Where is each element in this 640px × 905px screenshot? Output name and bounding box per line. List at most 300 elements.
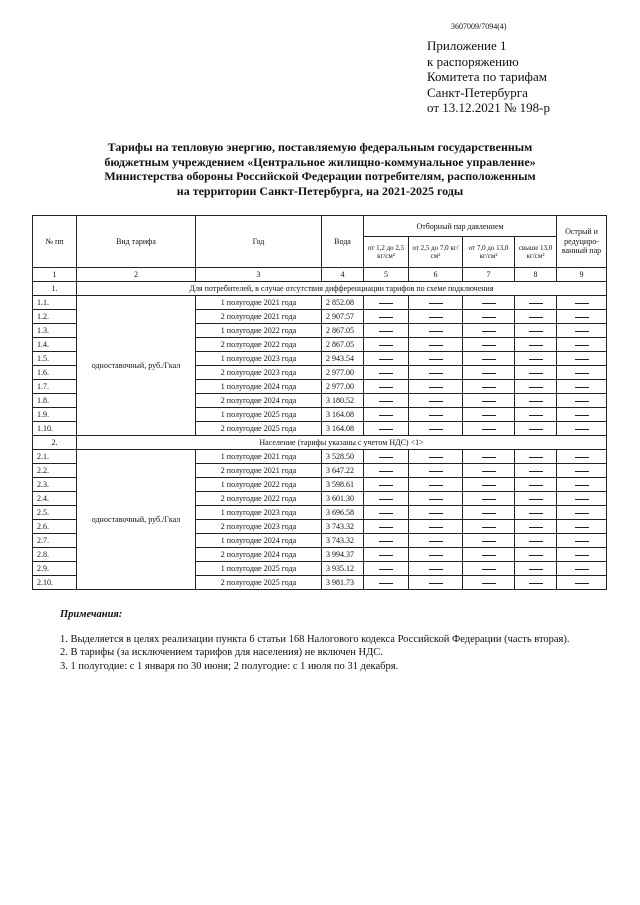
empty-cell (463, 380, 515, 394)
dash-mark (482, 457, 496, 458)
row-num: 1.6. (33, 366, 77, 380)
row-water-tariff: 3 743.32 (322, 534, 364, 548)
empty-cell (515, 422, 557, 436)
empty-cell (463, 492, 515, 506)
empty-cell (515, 380, 557, 394)
dash-mark (575, 457, 589, 458)
row-period: 2 полугодие 2021 года (196, 310, 322, 324)
empty-cell (557, 478, 607, 492)
empty-cell (463, 464, 515, 478)
empty-cell (463, 506, 515, 520)
row-water-tariff: 2 977.00 (322, 380, 364, 394)
empty-cell (409, 338, 463, 352)
dash-mark (429, 359, 443, 360)
empty-cell (364, 450, 409, 464)
row-water-tariff: 3 528.50 (322, 450, 364, 464)
row-num: 1.9. (33, 408, 77, 422)
dash-mark (575, 359, 589, 360)
column-number: 5 (364, 268, 409, 282)
empty-cell (515, 310, 557, 324)
section-num: 1. (33, 282, 77, 296)
empty-cell (557, 324, 607, 338)
empty-cell (463, 310, 515, 324)
note-item: 1. Выделяется в целях реализации пункта 6 статьи 168 Налогового кодекса Российской Федерации (часть вторая). (60, 633, 570, 645)
empty-cell (463, 450, 515, 464)
dash-mark (429, 555, 443, 556)
row-water-tariff: 3 164.08 (322, 408, 364, 422)
dash-mark (482, 513, 496, 514)
row-period: 1 полугодие 2022 года (196, 478, 322, 492)
dash-mark (529, 569, 543, 570)
dash-mark (575, 471, 589, 472)
dash-mark (482, 373, 496, 374)
empty-cell (515, 576, 557, 590)
row-period: 1 полугодие 2025 года (196, 562, 322, 576)
empty-cell (557, 450, 607, 464)
dash-mark (429, 513, 443, 514)
row-num: 1.5. (33, 352, 77, 366)
empty-cell (557, 366, 607, 380)
dash-mark (482, 485, 496, 486)
row-num: 2.7. (33, 534, 77, 548)
row-water-tariff: 3 647.22 (322, 464, 364, 478)
dash-mark (379, 457, 393, 458)
empty-cell (409, 534, 463, 548)
column-number: 1 (33, 268, 77, 282)
dash-mark (429, 387, 443, 388)
header-reduced-steam: Острый и редуциро-ванный пар (557, 216, 607, 268)
dash-mark (575, 303, 589, 304)
row-num: 1.1. (33, 296, 77, 310)
empty-cell (364, 520, 409, 534)
empty-cell (557, 534, 607, 548)
header-num: № пп (33, 216, 77, 268)
dash-mark (575, 485, 589, 486)
empty-cell (364, 534, 409, 548)
dash-mark (482, 359, 496, 360)
empty-cell (409, 408, 463, 422)
empty-cell (364, 394, 409, 408)
row-num: 2.8. (33, 548, 77, 562)
dash-mark (529, 401, 543, 402)
dash-mark (379, 541, 393, 542)
row-num: 1.7. (33, 380, 77, 394)
empty-cell (364, 576, 409, 590)
empty-cell (515, 450, 557, 464)
row-water-tariff: 2 852.08 (322, 296, 364, 310)
dash-mark (429, 471, 443, 472)
appendix-line: Приложение 1 (427, 38, 507, 53)
dash-mark (482, 471, 496, 472)
empty-cell (515, 394, 557, 408)
dash-mark (379, 471, 393, 472)
dash-mark (529, 317, 543, 318)
row-period: 1 полугодие 2024 года (196, 380, 322, 394)
empty-cell (409, 464, 463, 478)
row-num: 1.4. (33, 338, 77, 352)
dash-mark (379, 373, 393, 374)
dash-mark (529, 583, 543, 584)
header-steam-4: свыше 13,0 кг/см² (515, 237, 557, 268)
row-period: 2 полугодие 2021 года (196, 464, 322, 478)
empty-cell (515, 338, 557, 352)
dash-mark (575, 373, 589, 374)
table-row (33, 296, 607, 310)
dash-mark (575, 387, 589, 388)
empty-cell (557, 408, 607, 422)
row-num: 2.4. (33, 492, 77, 506)
dash-mark (529, 555, 543, 556)
row-num: 2.10. (33, 576, 77, 590)
tariff-table (32, 215, 607, 590)
empty-cell (515, 520, 557, 534)
dash-mark (429, 499, 443, 500)
empty-cell (463, 366, 515, 380)
row-period: 1 полугодие 2021 года (196, 296, 322, 310)
dash-mark (575, 555, 589, 556)
empty-cell (515, 506, 557, 520)
empty-cell (557, 310, 607, 324)
title-line: бюджетным учреждением «Центральное жилищно-коммунальное управление» (104, 154, 536, 169)
empty-cell (409, 296, 463, 310)
row-period: 2 полугодие 2022 года (196, 338, 322, 352)
dash-mark (379, 317, 393, 318)
dash-mark (529, 387, 543, 388)
tariff-type: одноставочный, руб./Гкал (77, 450, 196, 590)
empty-cell (364, 408, 409, 422)
dash-mark (429, 457, 443, 458)
empty-cell (364, 478, 409, 492)
empty-cell (409, 492, 463, 506)
row-water-tariff: 3 743.32 (322, 520, 364, 534)
header-year: Год (196, 216, 322, 268)
dash-mark (379, 401, 393, 402)
header-steam-3: от 7,0 до 13,0 кг/см² (463, 237, 515, 268)
row-water-tariff: 3 994.37 (322, 548, 364, 562)
note-item: 2. В тарифы (за исключением тарифов для населения) не включен НДС. (60, 647, 383, 658)
row-water-tariff: 2 943.54 (322, 352, 364, 366)
dash-mark (575, 541, 589, 542)
empty-cell (557, 520, 607, 534)
row-period: 2 полугодие 2025 года (196, 576, 322, 590)
appendix-line: Санкт-Петербурга (427, 84, 528, 100)
empty-cell (463, 548, 515, 562)
empty-cell (364, 492, 409, 506)
dash-mark (429, 303, 443, 304)
empty-cell (364, 338, 409, 352)
row-num: 2.5. (33, 506, 77, 520)
row-period: 2 полугодие 2023 года (196, 520, 322, 534)
row-num: 1.2. (33, 310, 77, 324)
dash-mark (482, 387, 496, 388)
row-period: 2 полугодие 2022 года (196, 492, 322, 506)
empty-cell (557, 394, 607, 408)
dash-mark (575, 583, 589, 584)
row-water-tariff: 2 907.57 (322, 310, 364, 324)
column-number: 4 (322, 268, 364, 282)
dash-mark (379, 499, 393, 500)
empty-cell (364, 562, 409, 576)
dash-mark (429, 569, 443, 570)
dash-mark (379, 485, 393, 486)
empty-cell (515, 534, 557, 548)
empty-cell (409, 380, 463, 394)
dash-mark (482, 317, 496, 318)
empty-cell (557, 562, 607, 576)
dash-mark (379, 429, 393, 430)
row-water-tariff: 2 867.05 (322, 338, 364, 352)
dash-mark (482, 569, 496, 570)
empty-cell (409, 422, 463, 436)
column-number: 3 (196, 268, 322, 282)
dash-mark (482, 541, 496, 542)
row-water-tariff: 3 601.30 (322, 492, 364, 506)
row-num: 1.3. (33, 324, 77, 338)
empty-cell (557, 338, 607, 352)
dash-mark (482, 415, 496, 416)
dash-mark (529, 499, 543, 500)
empty-cell (463, 352, 515, 366)
row-period: 1 полугодие 2022 года (196, 324, 322, 338)
row-period: 2 полугодие 2023 года (196, 366, 322, 380)
empty-cell (364, 506, 409, 520)
dash-mark (379, 359, 393, 360)
empty-cell (409, 562, 463, 576)
column-number: 2 (77, 268, 196, 282)
section-num: 2. (33, 436, 77, 450)
dash-mark (529, 513, 543, 514)
empty-cell (409, 366, 463, 380)
dash-mark (482, 499, 496, 500)
dash-mark (429, 331, 443, 332)
empty-cell (463, 562, 515, 576)
row-num: 2.3. (33, 478, 77, 492)
empty-cell (515, 366, 557, 380)
empty-cell (463, 534, 515, 548)
dash-mark (429, 373, 443, 374)
dash-mark (482, 401, 496, 402)
dash-mark (429, 401, 443, 402)
empty-cell (409, 352, 463, 366)
empty-cell (463, 478, 515, 492)
row-num: 1.8. (33, 394, 77, 408)
dash-mark (482, 527, 496, 528)
header-water: Вода (322, 216, 364, 268)
dash-mark (379, 583, 393, 584)
empty-cell (557, 380, 607, 394)
dash-mark (529, 373, 543, 374)
empty-cell (364, 352, 409, 366)
section-title: Население (тарифы указаны с учетом НДС) <1> (77, 436, 607, 450)
dash-mark (482, 345, 496, 346)
empty-cell (364, 324, 409, 338)
table-row (33, 450, 607, 464)
dash-mark (529, 359, 543, 360)
appendix-line: Комитета по тарифам (427, 69, 547, 84)
empty-cell (463, 520, 515, 534)
dash-mark (575, 429, 589, 430)
dash-mark (482, 331, 496, 332)
title-line: на территории Санкт-Петербурга, на 2021-2025 годы (176, 183, 464, 198)
dash-mark (379, 415, 393, 416)
column-number: 6 (409, 268, 463, 282)
row-period: 2 полугодие 2025 года (196, 422, 322, 436)
dash-mark (529, 331, 543, 332)
dash-mark (529, 345, 543, 346)
row-period: 1 полугодие 2024 года (196, 534, 322, 548)
tariff-type: одноставочный, руб./Гкал (77, 296, 196, 436)
column-number: 9 (557, 268, 607, 282)
dash-mark (575, 317, 589, 318)
title-line: Тарифы на тепловую энергию, поставляемую федеральным государственным (107, 140, 533, 154)
document-number: 3607009/7094(4) (451, 22, 507, 31)
title-line: Министерства обороны Российской Федерации потребителям, расположенным (104, 169, 536, 183)
empty-cell (515, 492, 557, 506)
dash-mark (529, 457, 543, 458)
dash-mark (482, 555, 496, 556)
dash-mark (379, 303, 393, 304)
empty-cell (409, 548, 463, 562)
dash-mark (575, 569, 589, 570)
dash-mark (529, 415, 543, 416)
empty-cell (463, 408, 515, 422)
empty-cell (463, 324, 515, 338)
empty-cell (463, 394, 515, 408)
row-water-tariff: 3 164.08 (322, 422, 364, 436)
empty-cell (364, 310, 409, 324)
row-num: 2.6. (33, 520, 77, 534)
dash-mark (529, 527, 543, 528)
row-period: 2 полугодие 2024 года (196, 394, 322, 408)
dash-mark (575, 527, 589, 528)
row-water-tariff: 2 867.05 (322, 324, 364, 338)
dash-mark (429, 429, 443, 430)
dash-mark (529, 471, 543, 472)
note-item: 3. 1 полугодие: с 1 января по 30 июня; 2 полугодие: с 1 июля по 31 декабря. (60, 660, 399, 672)
empty-cell (409, 310, 463, 324)
empty-cell (409, 576, 463, 590)
appendix-line: к распоряжению (427, 53, 519, 69)
document-title (60, 140, 580, 198)
header-steam-1: от 1,2 до 2,5 кг/см² (364, 237, 409, 268)
dash-mark (379, 527, 393, 528)
empty-cell (409, 450, 463, 464)
row-water-tariff: 3 180.52 (322, 394, 364, 408)
empty-cell (557, 576, 607, 590)
column-number: 7 (463, 268, 515, 282)
row-water-tariff: 3 598.61 (322, 478, 364, 492)
row-water-tariff: 3 935.12 (322, 562, 364, 576)
row-period: 1 полугодие 2025 года (196, 408, 322, 422)
empty-cell (515, 478, 557, 492)
dash-mark (429, 527, 443, 528)
empty-cell (409, 478, 463, 492)
dash-mark (575, 401, 589, 402)
empty-cell (557, 464, 607, 478)
empty-cell (515, 408, 557, 422)
empty-cell (557, 422, 607, 436)
empty-cell (557, 506, 607, 520)
header-steam-group: Отборный пар давлением (364, 216, 557, 237)
empty-cell (364, 464, 409, 478)
dash-mark (379, 569, 393, 570)
row-num: 2.9. (33, 562, 77, 576)
empty-cell (364, 548, 409, 562)
notes-heading: Примечания: (60, 609, 123, 620)
appendix-line: от 13.12.2021 № 198-р (427, 100, 550, 115)
empty-cell (515, 352, 557, 366)
empty-cell (463, 576, 515, 590)
row-period: 1 полугодие 2023 года (196, 352, 322, 366)
empty-cell (364, 366, 409, 380)
dash-mark (529, 429, 543, 430)
dash-mark (429, 541, 443, 542)
dash-mark (575, 415, 589, 416)
dash-mark (379, 331, 393, 332)
column-number: 8 (515, 268, 557, 282)
dash-mark (379, 387, 393, 388)
empty-cell (515, 548, 557, 562)
dash-mark (575, 331, 589, 332)
row-num: 2.2. (33, 464, 77, 478)
empty-cell (557, 296, 607, 310)
empty-cell (364, 296, 409, 310)
row-num: 2.1. (33, 450, 77, 464)
dash-mark (529, 541, 543, 542)
empty-cell (364, 380, 409, 394)
dash-mark (575, 513, 589, 514)
dash-mark (429, 415, 443, 416)
empty-cell (409, 394, 463, 408)
dash-mark (379, 513, 393, 514)
dash-mark (482, 583, 496, 584)
dash-mark (379, 555, 393, 556)
row-water-tariff: 3 696.58 (322, 506, 364, 520)
dash-mark (429, 345, 443, 346)
empty-cell (557, 352, 607, 366)
dash-mark (429, 583, 443, 584)
empty-cell (515, 464, 557, 478)
appendix-block (427, 38, 550, 116)
empty-cell (463, 422, 515, 436)
row-period: 2 полугодие 2024 года (196, 548, 322, 562)
row-period: 1 полугодие 2023 года (196, 506, 322, 520)
dash-mark (429, 317, 443, 318)
empty-cell (409, 324, 463, 338)
dash-mark (575, 345, 589, 346)
row-water-tariff: 3 981.73 (322, 576, 364, 590)
empty-cell (463, 338, 515, 352)
dash-mark (529, 303, 543, 304)
header-tariff-type: Вид тарифа (77, 216, 196, 268)
empty-cell (557, 492, 607, 506)
notes-section (60, 608, 570, 673)
section-title: Для потребителей, в случае отсутствия дифференциации тарифов по схеме подключения (77, 282, 607, 296)
dash-mark (379, 345, 393, 346)
dash-mark (529, 485, 543, 486)
dash-mark (482, 429, 496, 430)
header-steam-2: от 2,5 до 7,0 кг/см² (409, 237, 463, 268)
row-num: 1.10. (33, 422, 77, 436)
dash-mark (575, 499, 589, 500)
empty-cell (515, 324, 557, 338)
empty-cell (515, 296, 557, 310)
empty-cell (409, 506, 463, 520)
empty-cell (364, 422, 409, 436)
empty-cell (409, 520, 463, 534)
row-water-tariff: 2 977.00 (322, 366, 364, 380)
dash-mark (482, 303, 496, 304)
